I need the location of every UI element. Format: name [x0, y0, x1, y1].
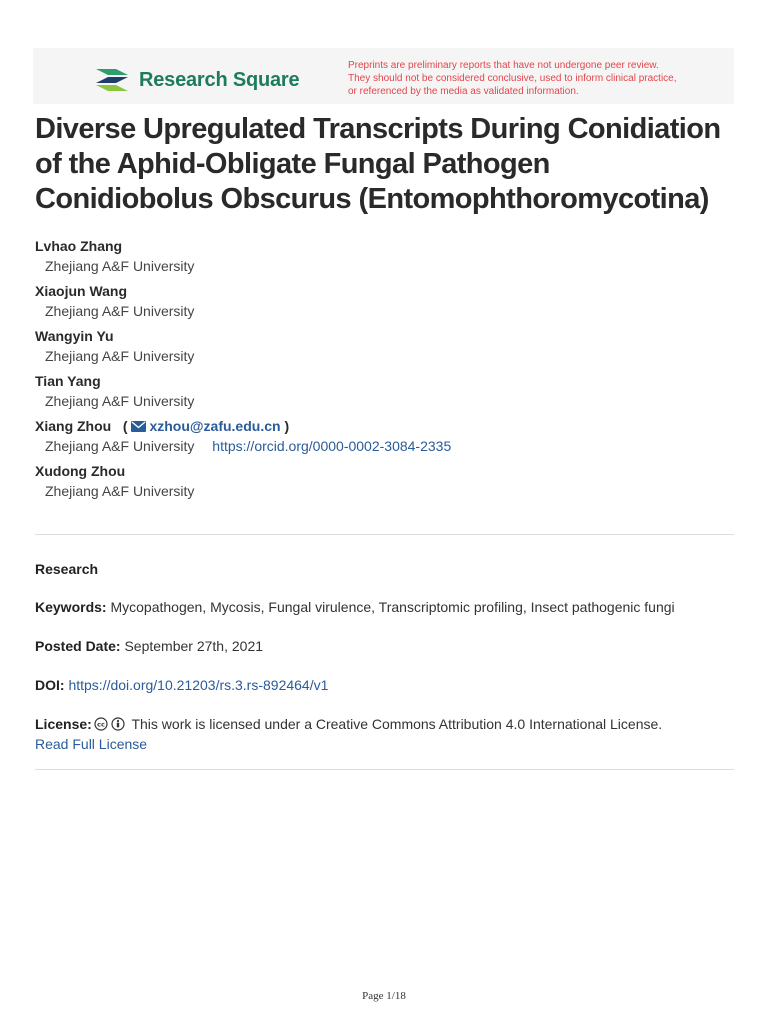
article-type-label: Research: [35, 561, 99, 577]
brand-name: Research Square: [139, 68, 300, 91]
author-affiliation: Zhejiang A&F University: [45, 393, 195, 409]
posted-date-row: [35, 636, 735, 656]
cc-icons: [94, 717, 125, 731]
author-name[interactable]: Xiang Zhou: [35, 418, 112, 434]
license-label: License:: [35, 716, 92, 732]
section-divider: [35, 534, 734, 535]
author-affiliation: Zhejiang A&F University: [45, 258, 195, 274]
section-divider: [35, 769, 734, 770]
author-entry: [35, 416, 735, 457]
paper-title: [35, 112, 735, 217]
envelope-icon: [131, 421, 146, 432]
author-affiliation: Zhejiang A&F University: [45, 348, 195, 364]
preprint-disclaimer: [348, 59, 708, 98]
svg-text:cc: cc: [96, 720, 105, 729]
license-text: This work is licensed under a Creative Commons Attribution 4.0 International License.: [131, 716, 663, 732]
keywords-value: Mycopathogen, Mycosis, Fungal virulence, Transcriptomic profiling, Insect pathogenic fungi: [110, 599, 675, 615]
author-name-row: [35, 416, 735, 436]
author-entry: [35, 371, 735, 412]
author-entry: [35, 461, 735, 502]
doi-row: [35, 675, 735, 695]
author-list: [35, 236, 735, 506]
creative-commons-icon: [94, 717, 108, 731]
orcid-link[interactable]: https://orcid.org/0000-0002-3084-2335: [212, 438, 452, 454]
author-name[interactable]: Xiaojun Wang: [35, 283, 128, 299]
attribution-icon: [111, 717, 125, 731]
author-name[interactable]: Wangyin Yu: [35, 328, 114, 344]
author-name[interactable]: Xudong Zhou: [35, 463, 126, 479]
title-line: Conidiobolus Obscurus (Entomophthoromycotina): [35, 183, 709, 215]
author-entry: [35, 236, 735, 277]
license-row: [35, 714, 735, 754]
read-full-license-link[interactable]: Read Full License: [35, 736, 148, 752]
author-entry: [35, 281, 735, 322]
author-email: xzhou@zafu.edu.cn: [149, 418, 281, 434]
author-entry: [35, 326, 735, 367]
author-affiliation-row: [35, 436, 735, 457]
author-affiliation: Zhejiang A&F University: [45, 303, 195, 319]
disclaimer-line: Preprints are preliminary reports that have not undergone peer review.: [348, 60, 659, 71]
author-name[interactable]: Tian Yang: [35, 373, 101, 389]
page-number: Page 1/18: [362, 990, 406, 1002]
title-line: of the Aphid-Obligate Fungal Pathogen: [35, 148, 550, 180]
email-wrapper: ( xzhou@zafu.edu.cn ): [115, 418, 290, 434]
author-name[interactable]: Lvhao Zhang: [35, 238, 123, 254]
doi-label: DOI:: [35, 677, 65, 693]
research-square-logo-icon: [94, 66, 130, 94]
posted-date-label: Posted Date:: [35, 638, 121, 654]
author-affiliation: Zhejiang A&F University: [45, 438, 195, 454]
posted-date-value: September 27th, 2021: [124, 638, 264, 654]
research-square-logo[interactable]: [94, 66, 299, 94]
doi-link[interactable]: https://doi.org/10.21203/rs.3.rs-892464/v1: [68, 677, 329, 693]
title-line: Diverse Upregulated Transcripts During Conidiation: [35, 113, 721, 145]
article-type: [35, 559, 735, 579]
keywords-row: [35, 597, 735, 617]
author-affiliation: Zhejiang A&F University: [45, 483, 195, 499]
disclaimer-line: or referenced by the media as validated information.: [348, 86, 579, 97]
disclaimer-line: They should not be considered conclusive, used to inform clinical practice,: [348, 73, 677, 84]
keywords-label: Keywords:: [35, 599, 107, 615]
author-email-link[interactable]: [131, 418, 284, 434]
